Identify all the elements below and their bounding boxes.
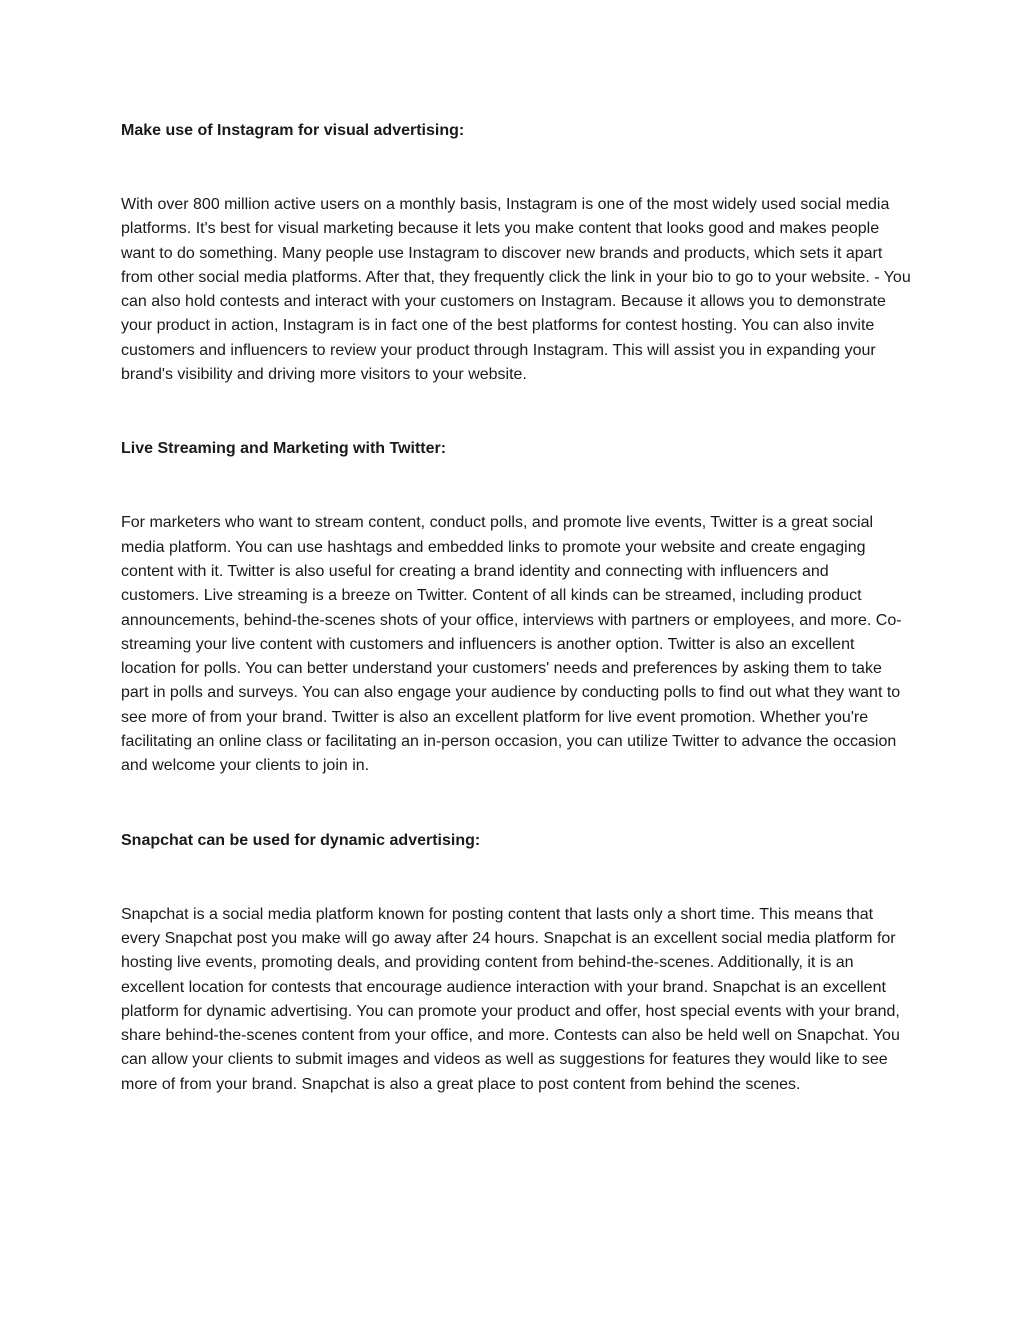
document-content <box>121 119 911 1097</box>
section-body-instagram: With over 800 million active users on a monthly basis, Instagram is one of the most widely used social media platforms. It's best for visual marketing because it lets you make content that looks good and makes people want to do something. Many people use Instagram to discover new brands and products, which sets it apart from other social media platforms. After that, they frequently click the link in your bio to go to your website. - You can also hold contests and interact with your customers on Instagram. Because it allows you to demonstrate your product in action, Instagram is in fact one of the best platforms for contest hosting. You can also invite customers and influencers to review your product through Instagram. This will assist you in expanding your brand's visibility and driving more visitors to your website. <box>121 196 911 384</box>
section-heading-snapchat: Snapchat can be used for dynamic advertising: <box>121 831 481 849</box>
section-body-snapchat: Snapchat is a social media platform known for posting content that lasts only a short time. This means that every Snapchat post you make will go away after 24 hours. Snapchat is an excellent social media platform for hosting live events, promoting deals, and providing content from behind-the-scenes. Additionally, it is an excellent location for contests that encourage audience interaction with your brand. Snapchat is an excellent platform for dynamic advertising. You can promote your product and offer, host special events with your brand, share behind-the-scenes content from your office, and more. Contests can also be held well on Snapchat. You can allow your clients to submit images and videos as well as suggestions for features they would like to see more of from your brand. Snapchat is also a great place to post content from behind the scenes. <box>121 905 900 1093</box>
section-heading-instagram: Make use of Instagram for visual advertising: <box>121 122 465 139</box>
section-body-twitter: For marketers who want to stream content, conduct polls, and promote live events, Twitter is a great social media platform. You can use hashtags and embedded links to promote your website and create engaging content with it. Twitter is also useful for creating a brand identity and connecting with influencers and customers. Live streaming is a breeze on Twitter. Content of all kinds can be streamed, including product announcements, behind-the-scenes shots of your office, interviews with partners or employees, and more. Co-streaming your live content with customers and influencers is another option. Twitter is also an excellent location for polls. You can better understand your customers' needs and preferences by asking them to take part in polls and surveys. You can also engage your audience by conducting polls to find out what they want to see more of from your brand. Twitter is also an excellent platform for live event promotion. Whether you're facilitating an online class or facilitating an in-person occasion, you can utilize Twitter to advance the occasion and welcome your clients to join in. <box>121 514 902 775</box>
section-heading-twitter: Live Streaming and Marketing with Twitter: <box>121 440 447 458</box>
